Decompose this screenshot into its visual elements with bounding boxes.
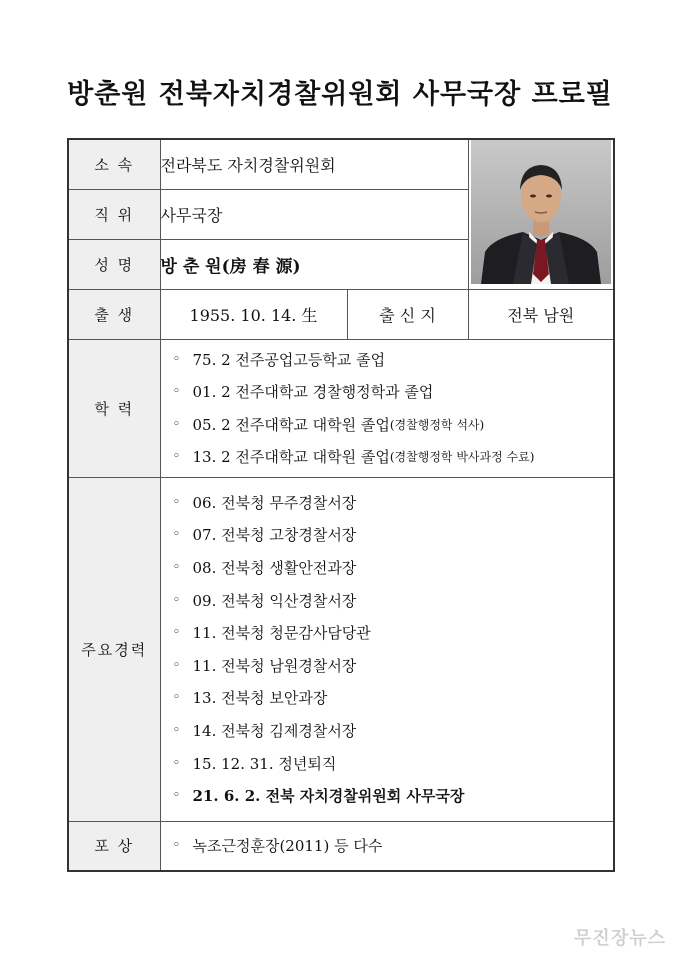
bullet-icon: ◦ <box>172 690 181 706</box>
portrait-photo <box>468 139 614 289</box>
list-item: ◦ 21. 6. 2. 전북 자치경찰위원회 사무국장 <box>172 787 465 806</box>
bullet-icon: ◦ <box>172 351 181 367</box>
watermark-logo: 무진장뉴스 <box>574 928 666 949</box>
list-item: ◦ 13. 2 전주대학교 대학원 졸업 (경찰행정학 박사과정 수료) <box>172 448 535 467</box>
birth-label: 출 생 <box>68 289 160 339</box>
list-item: ◦ 01. 2 전주대학교 경찰행정학과 졸업 <box>172 383 434 402</box>
name-label: 성 명 <box>68 239 160 289</box>
list-item: ◦ 14. 전북청 김제경찰서장 <box>172 721 357 740</box>
education-label: 학 력 <box>68 339 160 477</box>
hometown-label: 출 신 지 <box>347 289 468 339</box>
bullet-icon: ◦ <box>172 527 181 543</box>
profile-table <box>67 138 615 872</box>
bullet-icon: ◦ <box>172 788 181 804</box>
bullet-icon: ◦ <box>172 592 181 608</box>
birth-value: 1955. 10. 14. 生 <box>160 289 347 339</box>
career-list-cell <box>160 477 614 821</box>
bullet-icon: ◦ <box>172 625 181 641</box>
list-item: ◦ 녹조근정훈장(2011) 등 다수 <box>172 837 383 856</box>
bullet-icon: ◦ <box>172 722 181 738</box>
education-list <box>161 343 614 473</box>
list-item: ◦ 15. 12. 31. 정년퇴직 <box>172 754 337 773</box>
name-value: 방 춘 원(房 春 源) <box>160 239 468 289</box>
list-item: ◦ 09. 전북청 익산경찰서장 <box>172 591 357 610</box>
award-label: 포 상 <box>68 821 160 871</box>
affiliation-label: 소 속 <box>68 139 160 189</box>
bullet-icon: ◦ <box>172 449 181 465</box>
bullet-icon: ◦ <box>172 560 181 576</box>
education-list-cell <box>160 339 614 477</box>
career-list <box>161 486 614 812</box>
education-note: (경찰행정학 석사) <box>389 417 485 432</box>
career-label: 주요경력 <box>68 477 160 821</box>
affiliation-value: 전라북도 자치경찰위원회 <box>160 139 468 189</box>
bullet-icon: ◦ <box>172 384 181 400</box>
list-item: ◦ 11. 전북청 청문감사담당관 <box>172 624 371 643</box>
award-cell <box>160 821 614 871</box>
bullet-icon: ◦ <box>172 416 181 432</box>
hometown-value: 전북 남원 <box>468 289 614 339</box>
page-title: 방춘원 전북자치경찰위원회 사무국장 프로필 <box>67 79 613 110</box>
list-item: ◦ 07. 전북청 고창경찰서장 <box>172 526 357 545</box>
bullet-icon: ◦ <box>172 657 181 673</box>
list-item: ◦ 05. 2 전주대학교 대학원 졸업 (경찰행정학 석사) <box>172 415 485 434</box>
list-item: ◦ 75. 2 전주공업고등학교 졸업 <box>172 350 386 369</box>
list-item: ◦ 11. 전북청 남원경찰서장 <box>172 656 357 675</box>
award-list <box>161 835 614 856</box>
position-label: 직 위 <box>68 189 160 239</box>
portrait-image <box>471 140 611 284</box>
bullet-icon: ◦ <box>172 494 181 510</box>
list-item: ◦ 06. 전북청 무주경찰서장 <box>172 493 357 512</box>
education-note: (경찰행정학 박사과정 수료) <box>389 450 535 465</box>
list-item: ◦ 08. 전북청 생활안전과장 <box>172 559 357 578</box>
list-item: ◦ 13. 전북청 보안과장 <box>172 689 328 708</box>
position-value: 사무국장 <box>160 189 468 239</box>
bullet-icon: ◦ <box>172 838 181 854</box>
bullet-icon: ◦ <box>172 755 181 771</box>
